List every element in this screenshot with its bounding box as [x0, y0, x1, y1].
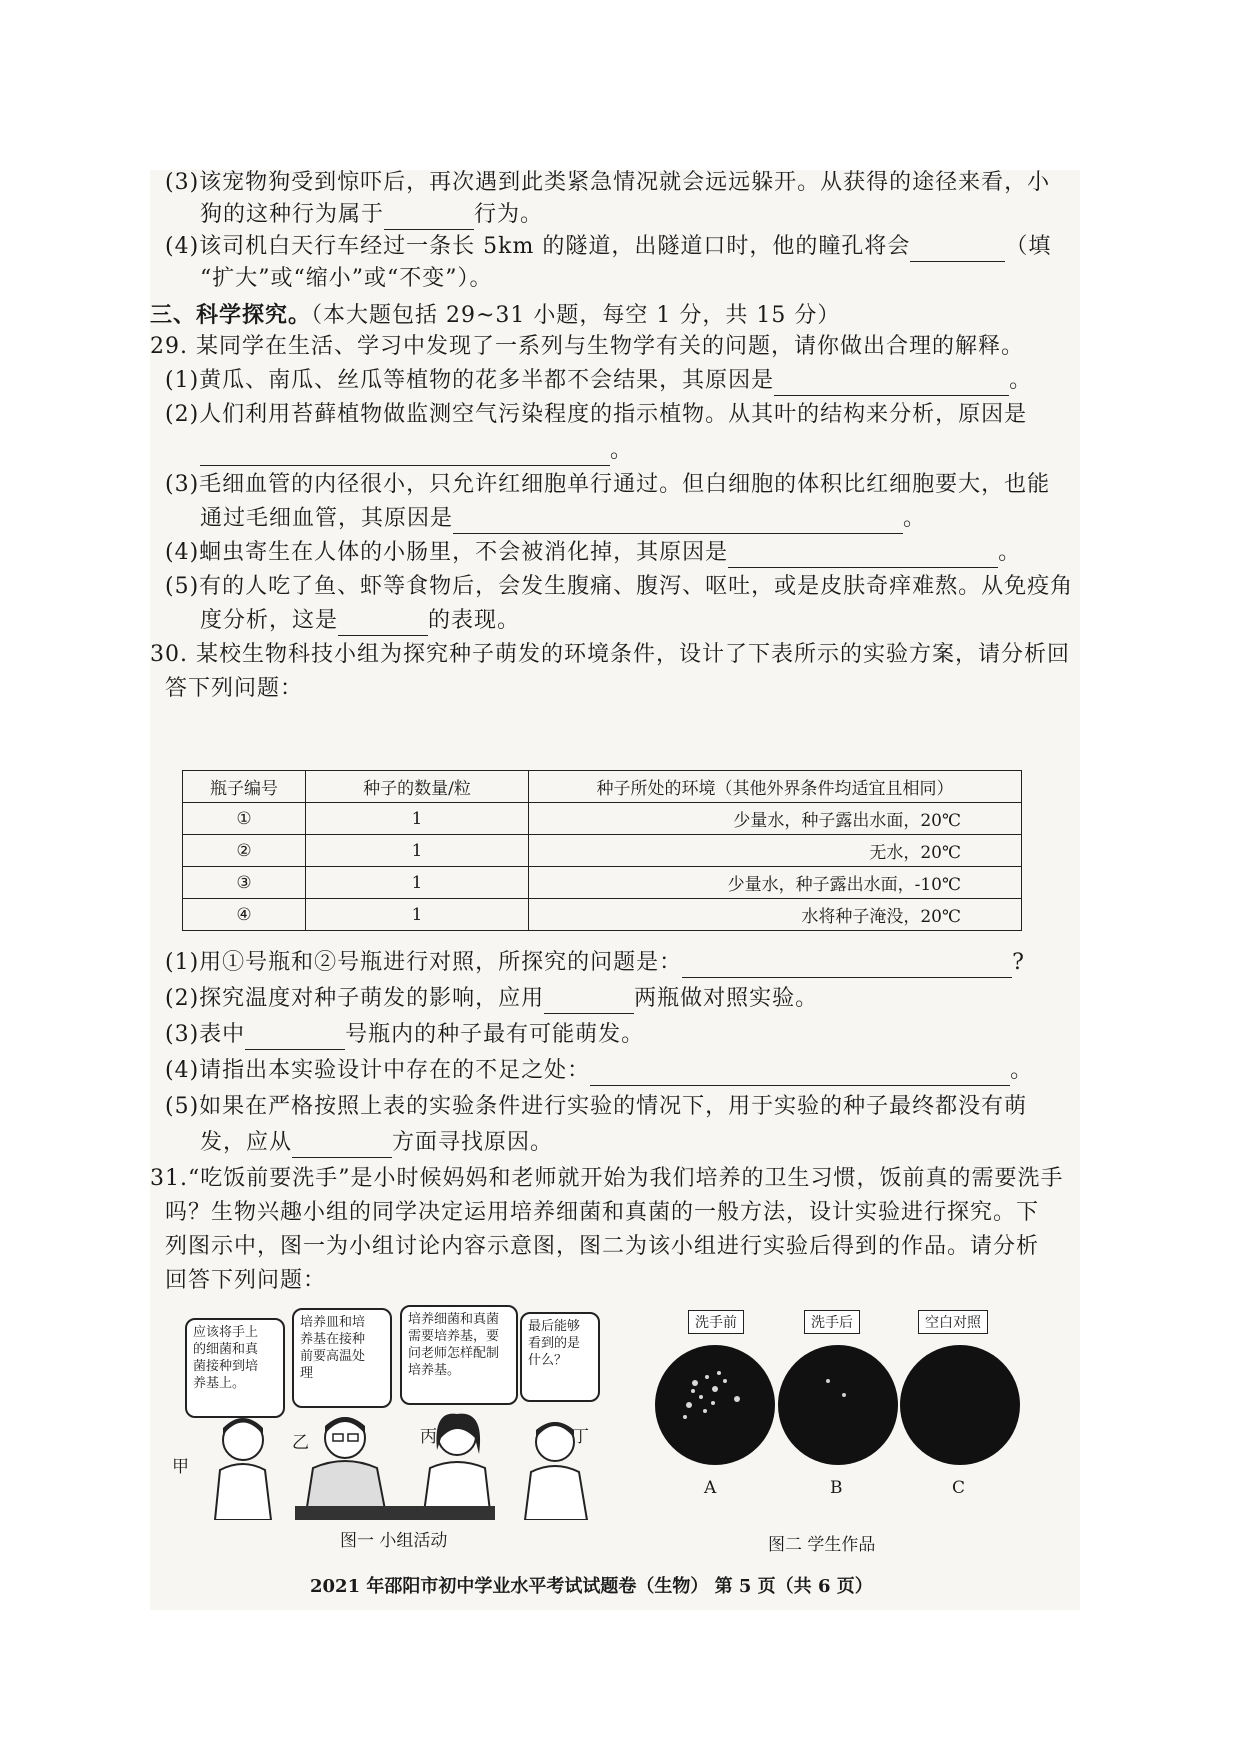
- q29-part5-line2: 度分析，这是 的表现。: [200, 606, 520, 636]
- page-footer: 2021 年邵阳市初中学业水平考试试题卷（生物） 第 5 页（共 6 页）: [310, 1576, 873, 1597]
- person-label-bing: 丙: [420, 1427, 437, 1447]
- dish-letter-b: B: [830, 1478, 843, 1498]
- figure2-caption: 图二 学生作品: [768, 1535, 876, 1555]
- q28-part3-line1: (3)该宠物狗受到惊吓后，再次遇到此类紧急情况就会远远躲开。从获得的途径来看，小: [165, 170, 1051, 195]
- q30-part5-line2: 发，应从 方面寻找原因。: [200, 1128, 553, 1158]
- dish-label-after-wash: 洗手后: [804, 1310, 860, 1334]
- q29-part5-line1: (5)有的人吃了鱼、虾等食物后，会发生腹痛、腹泻、呕吐，或是皮肤奇痒难熬。从免疫角: [165, 574, 1074, 599]
- speech-bubble-bing: 培养细菌和真菌 需要培养基，要 问老师怎样配制 培养基。: [400, 1305, 518, 1405]
- person-label-jia: 甲: [172, 1457, 189, 1477]
- speech-bubble-yi: 培养皿和培 养基在接种 前要高温处 理: [292, 1308, 392, 1408]
- student-yi-figure: [305, 1417, 387, 1520]
- person-label-yi: 乙: [292, 1433, 309, 1453]
- table-cell: 无水，20℃: [529, 835, 1022, 867]
- speech-bubble-jia: 应该将手上 的细菌和真 菌接种到培 养基上。: [185, 1318, 285, 1418]
- q29-part2-line2: 。: [200, 436, 633, 466]
- dish-label-control: 空白对照: [918, 1310, 988, 1334]
- q30-part1: (1)用①号瓶和②号瓶进行对照，所探究的问题是： ?: [165, 948, 1025, 978]
- speech-bubble-ding: 最后能够 看到的是 什么？: [520, 1312, 600, 1402]
- table-cell: 1: [306, 867, 529, 899]
- bacteria-colonies-b: [778, 1345, 898, 1465]
- section-title: 三、科学探究。（本大题包括 29~31 小题，每空 1 分，共 15 分）: [150, 302, 841, 328]
- table-row: [183, 867, 1022, 899]
- table-header-row: [183, 771, 1022, 803]
- q31-intro-line1: 31.“吃饭前要洗手”是小时候妈妈和老师就开始为我们培养的卫生习惯，饭前真的需要洗手: [150, 1166, 1064, 1191]
- table-header: 种子的数量/粒: [306, 771, 529, 803]
- table-header: 瓶子编号: [183, 771, 306, 803]
- dish-letter-c: C: [952, 1478, 966, 1498]
- q30-part2: (2)探究温度对种子萌发的影响，应用 两瓶做对照实验。: [165, 984, 818, 1014]
- q28-part3-line2: 狗的这种行为属于 行为。: [200, 200, 543, 230]
- table-cell: ①: [183, 803, 306, 835]
- table-cell: 少量水，种子露出水面，-10℃: [529, 867, 1022, 899]
- table-cell: 1: [306, 835, 529, 867]
- q30-part3: (3)表中 号瓶内的种子最有可能萌发。: [165, 1020, 644, 1050]
- student-jia-figure: [215, 1418, 271, 1520]
- q30-part4: (4)请指出本实验设计中存在的不足之处： 。: [165, 1056, 1033, 1086]
- q31-intro-line2: 吗？生物兴趣小组的同学决定运用培养细菌和真菌的一般方法，设计实验进行探究。下: [165, 1200, 1040, 1225]
- table-cell: ③: [183, 867, 306, 899]
- dish-letter-a: A: [704, 1478, 717, 1498]
- table-cell: 1: [306, 899, 529, 931]
- table-cell: 少量水，种子露出水面，20℃: [529, 803, 1022, 835]
- bacteria-colonies-a: [655, 1345, 775, 1465]
- table-row: [183, 899, 1022, 931]
- q30-intro-line2: 答下列问题：: [165, 676, 304, 701]
- q28-part4-line1: (4)该司机白天行车经过一条长 5km 的隧道，出隧道口时，他的瞳孔将会 （填: [165, 232, 1051, 262]
- q29-part2-line1: (2)人们利用苔藓植物做监测空气污染程度的指示植物。从其叶的结构来分析，原因是: [165, 402, 1028, 427]
- q29-intro: 29. 某同学在生活、学习中发现了一系列与生物学有关的问题，请你做出合理的解释。: [150, 334, 1024, 359]
- q31-intro-line4: 回答下列问题：: [165, 1268, 327, 1293]
- experiment-table: [182, 770, 1022, 931]
- figure1-caption: 图一 小组活动: [340, 1531, 448, 1551]
- table-header: 种子所处的环境（其他外界条件均适宜且相同）: [529, 771, 1022, 803]
- dish-label-before-wash: 洗手前: [688, 1310, 744, 1334]
- q29-part4: (4)蛔虫寄生在人体的小肠里，不会被消化掉，其原因是 。: [165, 538, 1021, 568]
- q31-intro-line3: 列图示中，图一为小组讨论内容示意图，图二为该小组进行实验后得到的作品。请分析: [165, 1234, 1040, 1259]
- q29-part3-line1: (3)毛细血管的内径很小，只允许红细胞单行通过。但白细胞的体积比红细胞要大，也能: [165, 472, 1051, 497]
- table-cell: ④: [183, 899, 306, 931]
- q30-intro-line1: 30. 某校生物科技小组为探究种子萌发的环境条件，设计了下表所示的实验方案，请分析回: [150, 642, 1070, 667]
- table-row: [183, 835, 1022, 867]
- students-illustration: [195, 1410, 615, 1520]
- q29-part1: (1)黄瓜、南瓜、丝瓜等植物的花多半都不会结果，其原因是 。: [165, 366, 1032, 396]
- petri-dish-c: [900, 1345, 1020, 1465]
- table-cell: ②: [183, 835, 306, 867]
- q29-part3-line2: 通过毛细血管，其原因是 。: [200, 504, 926, 534]
- q30-part5-line1: (5)如果在严格按照上表的实验条件进行实验的情况下，用于实验的种子最终都没有萌: [165, 1094, 1028, 1119]
- person-label-ding: 丁: [572, 1427, 589, 1447]
- table-cell: 水将种子淹没，20℃: [529, 899, 1022, 931]
- q28-part4-line2: “扩大”或“缩小”或“不变”）。: [200, 266, 493, 291]
- table-cell: 1: [306, 803, 529, 835]
- table-row: [183, 803, 1022, 835]
